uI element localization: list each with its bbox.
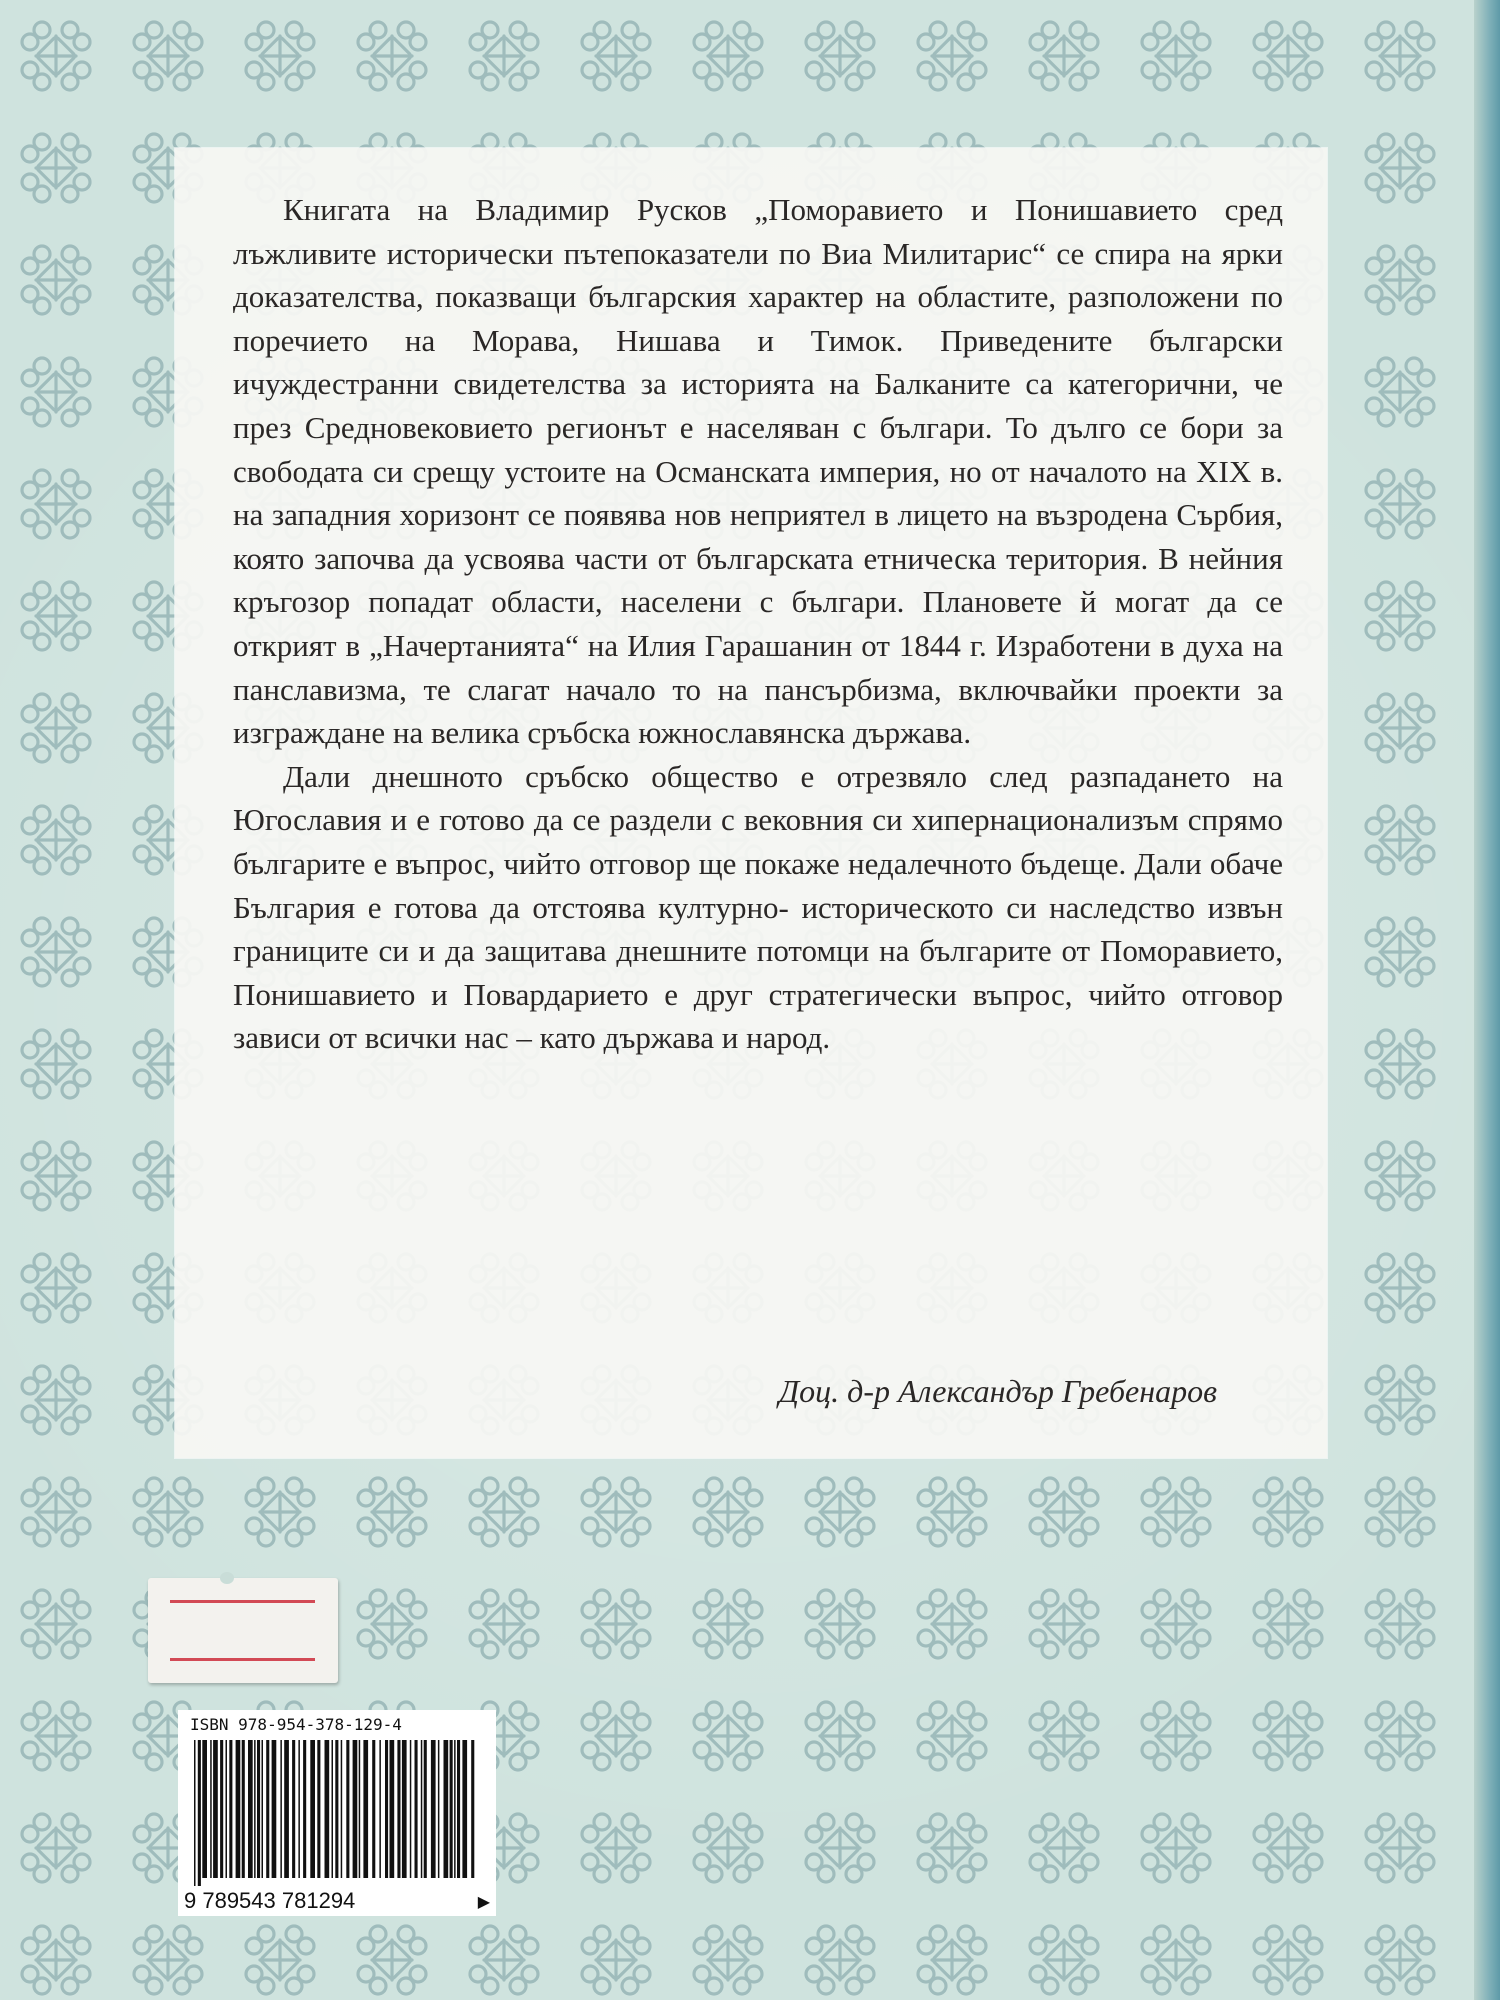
barcode-bar [257,1740,260,1878]
author-signature: Доц. д-р Александър Гребенаров [778,1373,1217,1409]
barcode-bar [284,1740,289,1878]
barcode-bar [298,1740,300,1878]
barcode-bar [248,1740,253,1878]
barcode-bar [229,1740,232,1878]
barcode-bar [431,1740,436,1878]
barcode-bar [346,1740,349,1878]
barcode-bar [402,1740,407,1878]
barcode-bar [397,1740,400,1878]
barcode-bar [462,1740,467,1878]
cover-spine-edge [1474,0,1500,2000]
barcode-bar [471,1740,474,1878]
sticker-line-top [170,1600,315,1603]
barcode-bar [194,1740,196,1886]
barcode-bar [390,1740,395,1878]
barcode-bar [353,1740,358,1878]
sticker-notch [220,1572,234,1584]
barcode-bar [213,1740,218,1878]
barcode-bar [242,1740,245,1878]
barcode-bar [444,1740,449,1878]
barcode-bar [266,1740,269,1878]
barcode-bar [410,1740,412,1878]
barcode-bar [220,1740,223,1878]
barcode-bar [303,1740,306,1878]
ean-arrow-icon: ▶ [477,1892,490,1911]
barcode-bar [254,1740,256,1878]
barcode-bar [210,1740,212,1878]
barcode-bar [332,1740,334,1878]
barcode-bar [202,1740,207,1878]
barcode-bar [236,1740,241,1878]
isbn-barcode-box [178,1710,496,1916]
blurb-paragraph-1: Книгата на Владимир Русков „Поморавието и Понишавието сред лъжливите исторически пътепоказатели по Виа Милитарис“ се спира на ярки доказателства, показващи българския характер на областите, разположени по поречието на Морава, Нишава и Тимок. Приведените български ичуждестранни свидетелства за историята на Балканите са категорични, че през Средновековието регионът е населяван с българи. То дълго се бори за свободата си срещу устоите на Османската империя, но от началото на XIX в. на западния хоризонт се появява нов неприятел в лицето на възродена Сърбия, която започва да усвоява части от българската етническа територия. В нейния кръгозор попадат области, населени с българи. Плановете й могат да се открият в „Начертанията“ на Илия Гарашанин от 1844 г. Изработени в духа на панславизма, те слагат начало то на пансърбизма, включвайки проекти за изграждане на велика сръбска южнославянска държава. [233,192,1283,751]
barcode-bar [454,1740,456,1878]
price-sticker [148,1578,338,1683]
isbn-label: ISBN 978-954-378-129-4 [190,1715,402,1734]
barcode-bar [438,1740,440,1878]
ean-digits: 9 789543 781294 [184,1888,356,1913]
barcode-bar [450,1740,453,1878]
barcode-bar [280,1740,282,1878]
blurb-text [233,188,1283,1060]
barcode-bar [415,1740,418,1878]
barcode-bar [272,1740,277,1878]
barcode-bar [379,1740,381,1878]
sticker-line-bottom [170,1658,315,1661]
barcode [188,1740,484,1886]
barcode-bar [421,1740,423,1878]
barcode-bar [424,1740,427,1878]
barcode-bar [262,1740,264,1878]
blurb-paragraph-2: Дали днешното сръбско общество е отрезвяло след разпадането на Югославия и е готово да се раздели с вековния си хипернационализъм спрямо българите е въпрос, чийто отговор ще покаже недалечното бъдеще. Дали обаче България е готова да отстоява културно- историческото си наследство извън границите си и да защитава днешните потомци на българите от Поморавието, Понишавието и Повардарието е друг стратегически въпрос, чийто отговор зависи от всички нас – като държава и народ. [233,758,1283,1056]
barcode-bar [372,1740,375,1878]
barcode-bar [341,1740,343,1878]
barcode-bar [292,1740,295,1878]
barcode-bar [325,1740,330,1878]
barcode-bar [359,1740,361,1878]
barcode-bar [317,1740,320,1878]
barcode-bar [457,1740,460,1878]
barcode-bar [385,1740,388,1878]
barcode-bar [310,1740,315,1878]
blurb-panel [175,148,1327,1458]
barcode-bar [198,1740,201,1886]
barcode-bar [335,1740,338,1878]
barcode-bar [363,1740,368,1878]
barcode-bar [226,1740,228,1878]
